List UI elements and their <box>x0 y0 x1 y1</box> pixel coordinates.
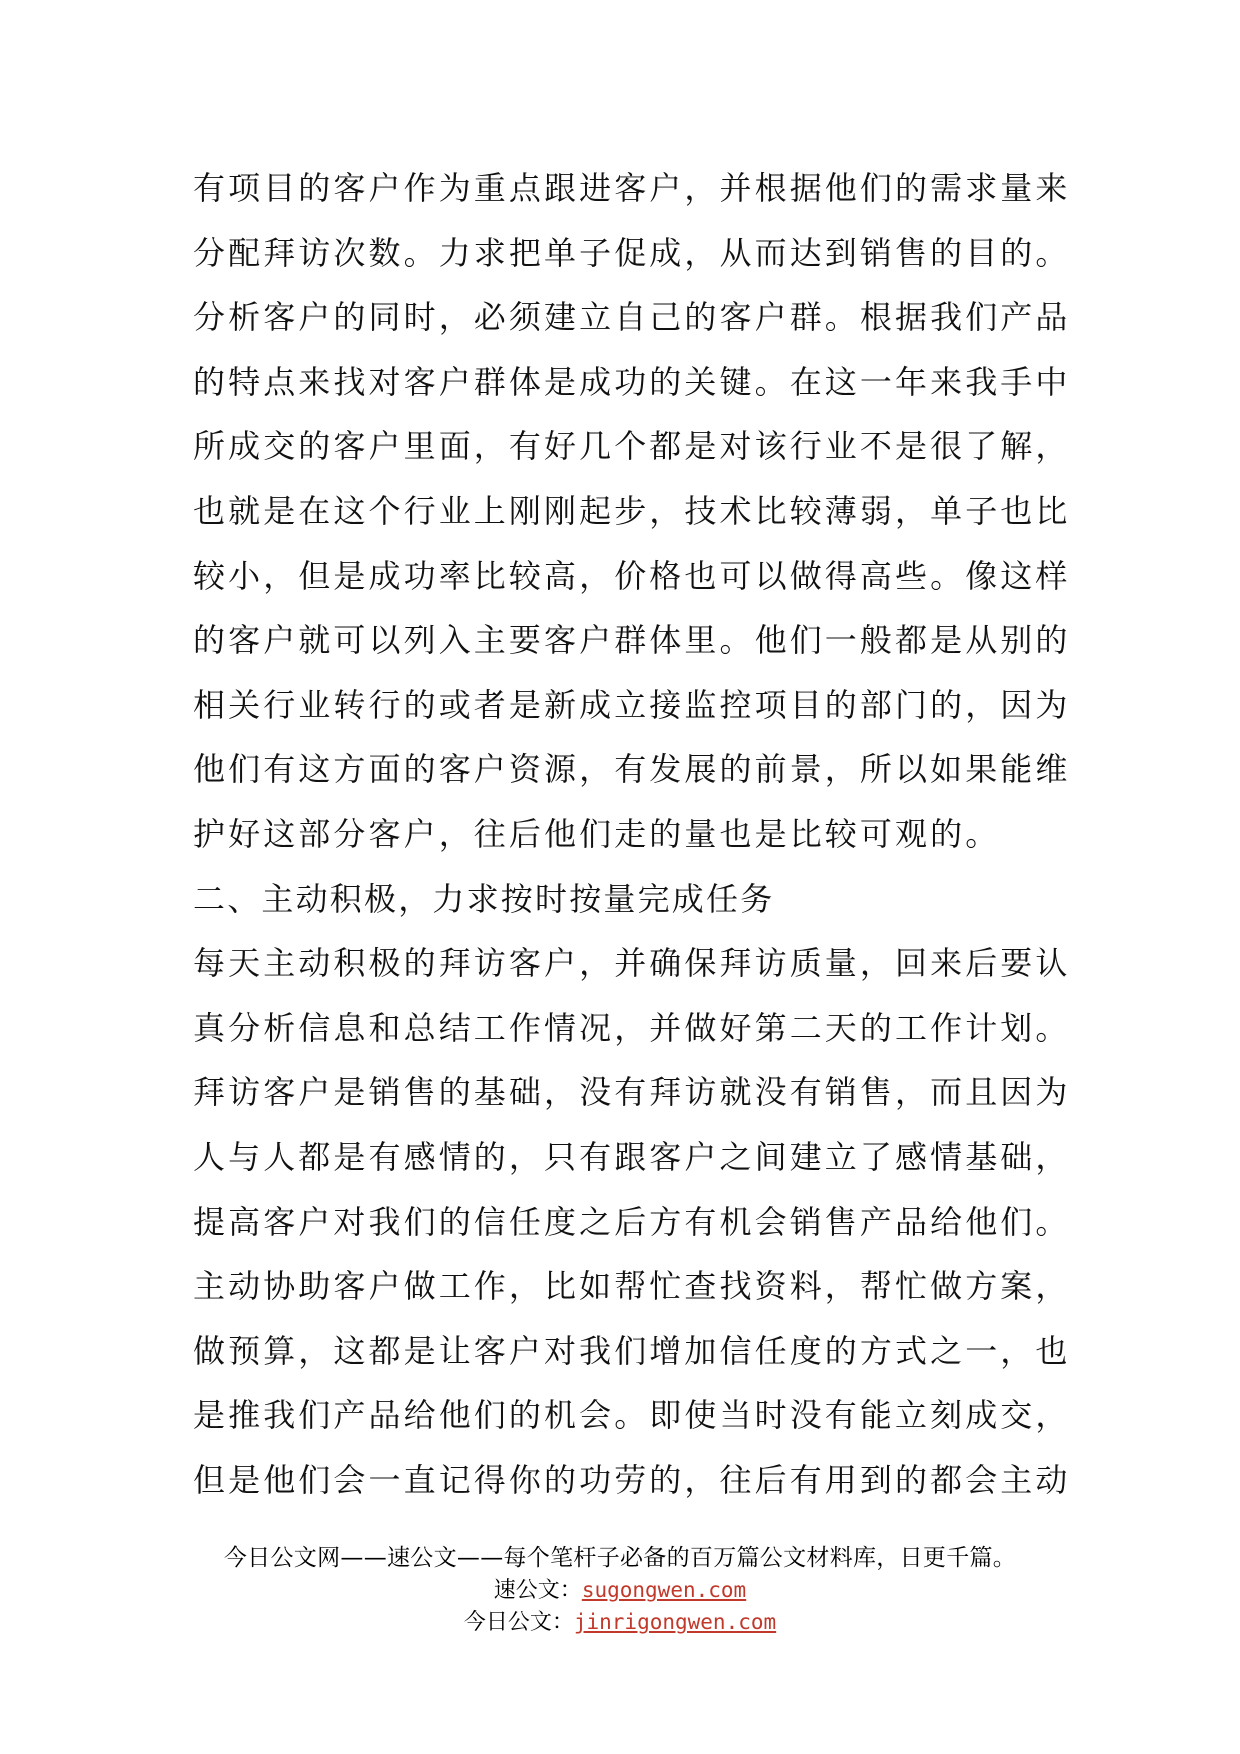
text-line: 护好这部分客户，往后他们走的量也是比较可观的。 <box>193 814 1001 853</box>
text-line: 主动协助客户做工作，比如帮忙查找资料，帮忙做方案， <box>193 1267 1071 1306</box>
footer-sugongwen <box>0 1574 1240 1606</box>
text-line: 所成交的客户里面，有好几个都是对该行业不是很了解， <box>193 427 1071 466</box>
text-line: 也就是在这个行业上刚刚起步，技术比较薄弱，单子也比 <box>193 491 1071 530</box>
text-line: 真分析信息和总结工作情况，并做好第二天的工作计划。 <box>193 1008 1071 1047</box>
sugongwen-link[interactable]: sugongwen.com <box>581 1578 747 1602</box>
page-footer <box>0 1542 1240 1638</box>
text-line: 分析客户的同时，必须建立自己的客户群。根据我们产品 <box>193 298 1071 337</box>
jinrigongwen-link[interactable]: jinrigongwen.com <box>573 1610 777 1634</box>
document-body <box>193 156 1073 1512</box>
text-line: 他们有这方面的客户资源，有发展的前景，所以如果能维 <box>193 750 1071 789</box>
text-line: 拜访客户是销售的基础，没有拜访就没有销售，而且因为 <box>193 1073 1071 1112</box>
text-line: 的特点来找对客户群体是成功的关键。在这一年来我手中 <box>193 362 1071 401</box>
text-line: 较小，但是成功率比较高，价格也可以做得高些。像这样 <box>193 556 1071 595</box>
sugongwen-label: 速公文： <box>493 1578 582 1603</box>
text-line: 但是他们会一直记得你的功劳的，往后有用到的都会主动 <box>193 1460 1071 1499</box>
footer-tagline: 今日公文网——速公文——每个笔杆子必备的百万篇公文材料库，日更千篇。 <box>223 1545 1017 1571</box>
text-line: 提高客户对我们的信任度之后方有机会销售产品给他们。 <box>193 1202 1071 1241</box>
jinrigongwen-label: 今日公文： <box>463 1610 574 1635</box>
text-line: 做预算，这都是让客户对我们增加信任度的方式之一，也 <box>193 1331 1071 1370</box>
footer-jinrigongwen <box>0 1606 1240 1638</box>
text-line: 有项目的客户作为重点跟进客户，并根据他们的需求量来 <box>193 169 1071 207</box>
text-line: 是推我们产品给他们的机会。即使当时没有能立刻成交， <box>193 1396 1071 1435</box>
section-heading: 二、主动积极，力求按时按量完成任务 <box>193 879 775 918</box>
text-line: 分配拜访次数。力求把单子促成，从而达到销售的目的。 <box>193 233 1071 272</box>
text-line: 每天主动积极的拜访客户，并确保拜访质量，回来后要认 <box>193 944 1071 983</box>
text-line: 的客户就可以列入主要客户群体里。他们一般都是从别的 <box>193 621 1071 660</box>
text-line: 相关行业转行的或者是新成立接监控项目的部门的，因为 <box>193 685 1071 724</box>
text-line: 人与人都是有感情的，只有跟客户之间建立了感情基础， <box>193 1137 1071 1176</box>
